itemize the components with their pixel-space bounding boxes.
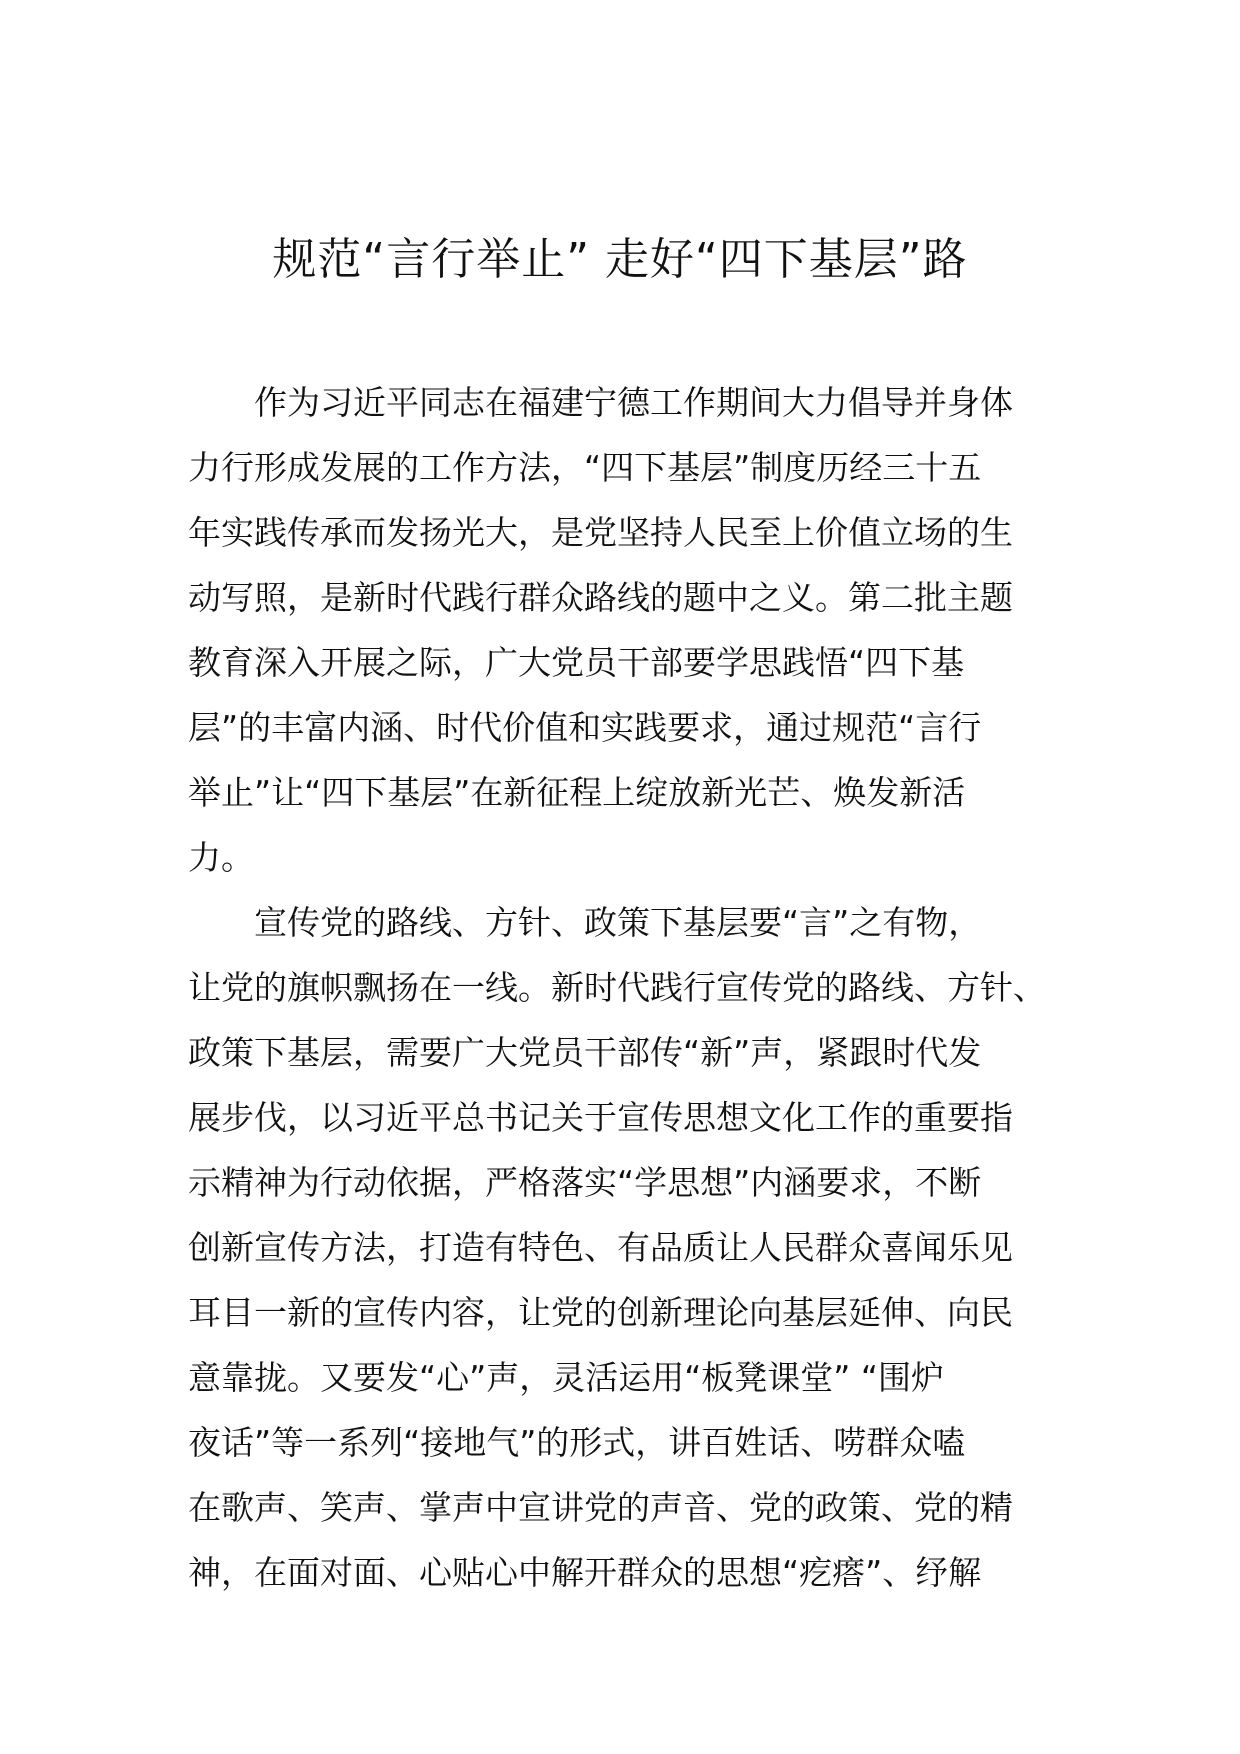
text-line: 神，在面对面、心贴心中解开群众的思想“疙瘩”、纾解 xyxy=(188,1553,982,1592)
text-line: 动写照，是新时代践行群众路线的题中之义。第二批主题 xyxy=(188,578,1013,617)
text-line: 让党的旗帜飘扬在一线。新时代践行宣传党的路线、方针、 xyxy=(188,968,1046,1007)
text-line: 示精神为行动依据，严格落实“学思想”内涵要求，不断 xyxy=(188,1163,982,1202)
text-line: 耳目一新的宣传内容，让党的创新理论向基层延伸、向民 xyxy=(188,1293,1013,1332)
text-line: 创新宣传方法，打造有特色、有品质让人民群众喜闻乐见 xyxy=(188,1228,1013,1267)
text-line: 年实践传承而发扬光大，是党坚持人民至上价值立场的生 xyxy=(188,513,1013,552)
text-line: 教育深入开展之际，广大党员干部要学思践悟“四下基 xyxy=(188,643,965,682)
text-line: 层”的丰富内涵、时代价值和实践要求，通过规范“言行 xyxy=(188,708,982,747)
text-line: 力。 xyxy=(188,838,254,877)
text-line: 宣传党的路线、方针、政策下基层要“言”之有物， xyxy=(254,903,982,942)
text-line: 作为习近平同志在福建宁德工作期间大力倡导并身体 xyxy=(254,383,1013,422)
text-line: 政策下基层，需要广大党员干部传“新”声，紧跟时代发 xyxy=(188,1033,982,1072)
article-body xyxy=(188,370,1068,1605)
text-line: 展步伐，以习近平总书记关于宣传思想文化工作的重要指 xyxy=(188,1098,1013,1137)
document-title: 规范“言行举止” 走好“四下基层”路 xyxy=(272,234,968,285)
text-line: 举止”让“四下基层”在新征程上绽放新光芒、焕发新活 xyxy=(188,773,966,812)
text-line: 力行形成发展的工作方法，“四下基层”制度历经三十五 xyxy=(188,448,982,487)
text-line: 夜话”等一系列“接地气”的形式，讲百姓话、唠群众嗑 xyxy=(188,1423,966,1462)
text-line: 在歌声、笑声、掌声中宣讲党的声音、党的政策、党的精 xyxy=(188,1488,1013,1527)
text-line: 意靠拢。又要发“心”声，灵活运用“板凳课堂” “围炉 xyxy=(188,1358,944,1397)
